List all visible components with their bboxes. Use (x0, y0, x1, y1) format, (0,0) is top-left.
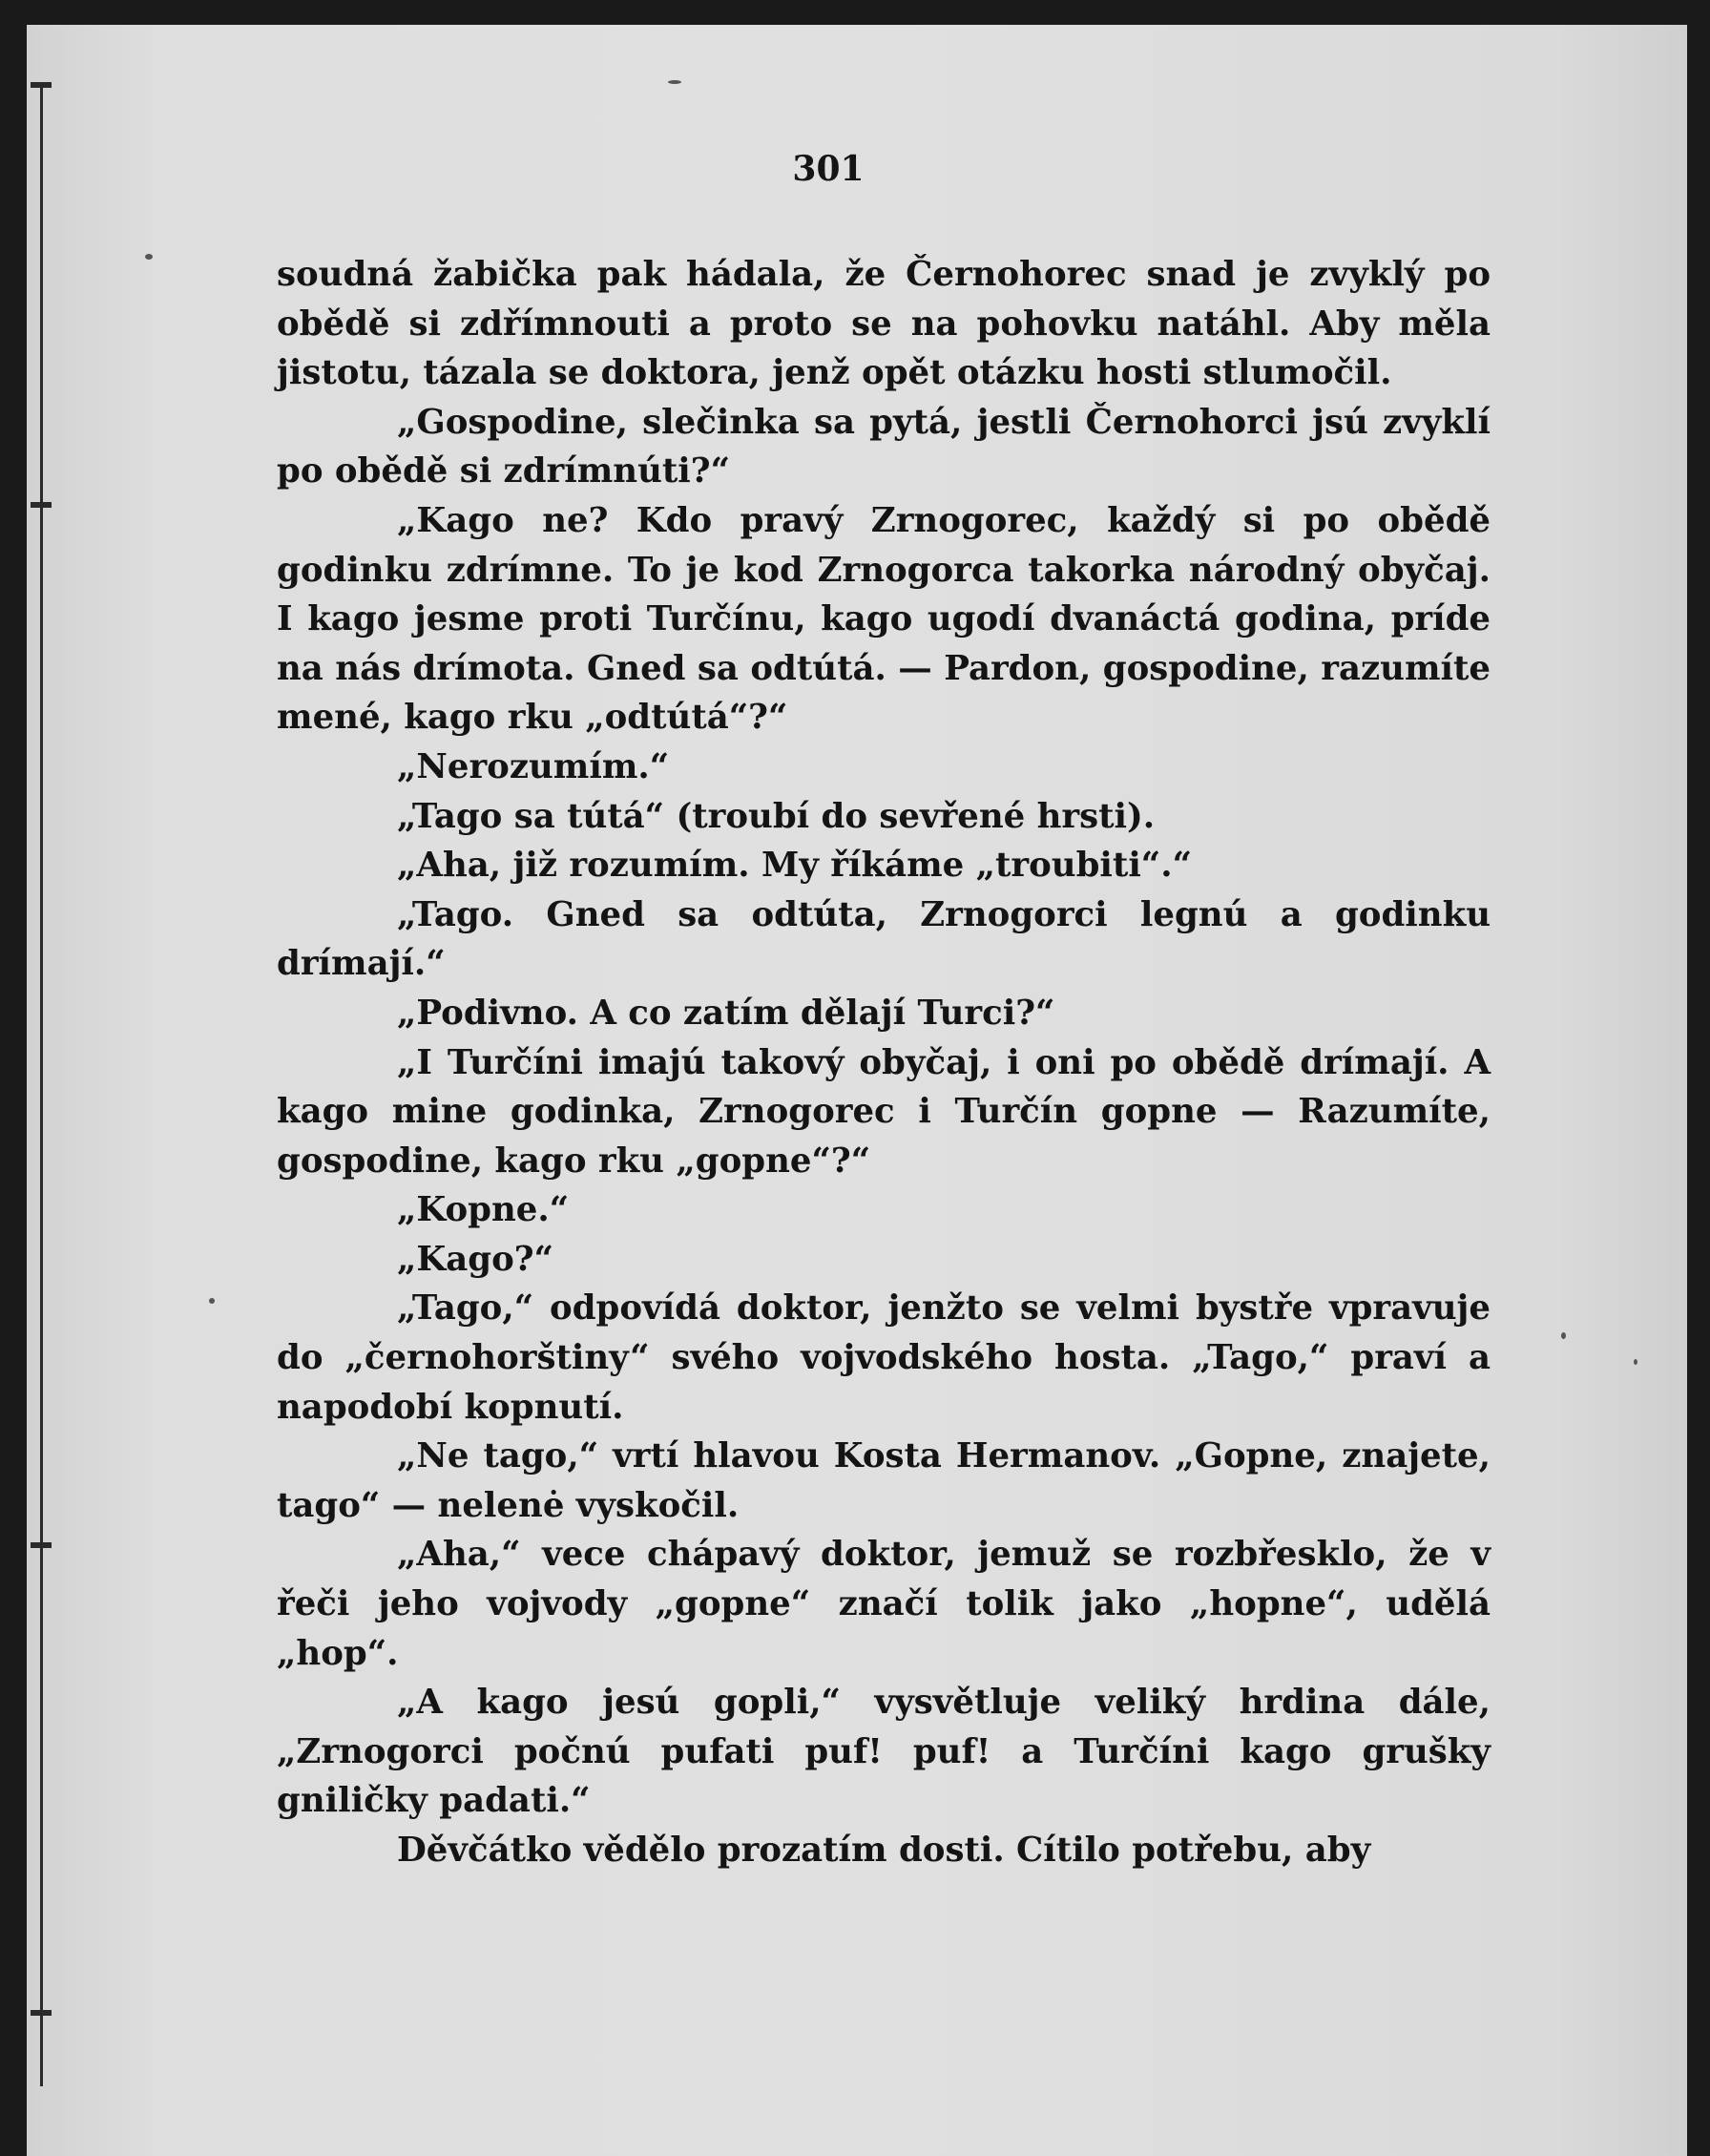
paragraph: „Podivno. A co zatím dělají Turci?“ (397, 993, 1055, 1033)
paragraph: „A kago jesú gopli,“ vysvětluje veliký hrdina dále, „Zrnogorci počnú pufati puf! puf! a Turčíni kago grušky gniličky padati.“ (277, 1683, 1491, 1821)
paragraph: „Ne tago,“ vrtí hlavou Kosta Hermanov. „Gopne, znajete, tago“ — nelenė vyskočil. (277, 1436, 1491, 1525)
dust-speck (209, 1298, 215, 1304)
dust-speck (1561, 1332, 1566, 1339)
paragraph: „Nerozumím.“ (397, 746, 670, 786)
dust-speck (145, 254, 153, 260)
paragraph: „Kago ne? Kdo pravý Zrnogorec, každý si po obědě godinku zdrímne. To je kod Zrnogorca takorka národný obyčaj. I kago jesme proti Turčínu, kago ugodí dvanáctá godina, príde na nás drímota. Gned sa odtútá. — Pardon, gospodine, razumíte mené, kago rku „odtútá“?“ (277, 500, 1491, 738)
dust-speck (1634, 1359, 1637, 1365)
paragraph: „Gospodine, slečinka sa pytá, jestli Černohorci jsú zvyklí po obědě si zdrímnúti?“ (277, 402, 1491, 492)
paragraph: „Aha,“ vece chápavý doktor, jemuž se rozbřesklo, že v řeči jeho vojvody „gopne“ značí tolik jako „hopne“, udělá „hop“. (277, 1535, 1491, 1673)
paragraph: „Aha, již rozumím. My říkáme „troubiti“.“ (397, 846, 1193, 886)
page-number: 301 (792, 149, 865, 189)
binding-mark (31, 1542, 52, 1548)
paragraph: „Kago?“ (397, 1239, 553, 1279)
paragraph: „Tago. Gned sa odtúta, Zrnogorci legnú a godinku drímají.“ (277, 894, 1491, 984)
paragraph: soudná žabička pak hádala, že Černohorec snad je zvyklý po obědě si zdřímnouti a proto se na pohovku natáhl. Aby měla jistotu, tázala se doktora, jenž opět otázku hosti stlumočil. (277, 255, 1491, 393)
scanned-page (27, 25, 1687, 2156)
binding-mark (31, 502, 52, 508)
paragraph: „Kopne.“ (397, 1190, 570, 1230)
body-text (277, 250, 1491, 1875)
paragraph: „Tago,“ odpovídá doktor, jenžto se velmi bystře vpravuje do „černohorštiny“ svého vojvodského hosta. „Tago,“ praví a napodobí kopnutí. (277, 1288, 1491, 1427)
dust-speck (668, 80, 681, 84)
binding-mark (31, 82, 52, 88)
binding-mark (31, 2010, 52, 2016)
binding-edge-line (40, 82, 43, 2086)
paragraph: Děvčátko vědělo prozatím dosti. Cítilo potřebu, aby (397, 1831, 1371, 1870)
paragraph: „I Turčíni imajú takový obyčaj, i oni po obědě drímají. A kago mine godinka, Zrnogorec i Turčín gopne — Razumíte, gospodine, kago rku „gopne“?“ (277, 1042, 1491, 1181)
paragraph: „Tago sa tútá“ (troubí do sevřené hrsti). (397, 796, 1156, 836)
